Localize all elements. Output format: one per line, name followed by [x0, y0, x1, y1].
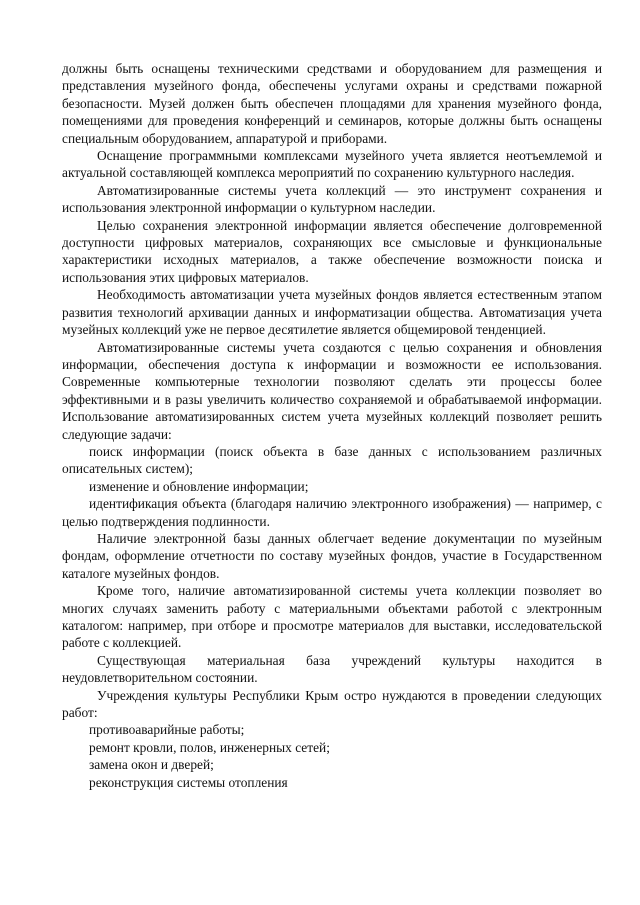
- paragraph: Необходимость автоматизации учета музейных фондов является естественным этапом развития технологий архивации данных и информатизации общества. Автоматизация учета музейных коллекций уже не первое десятилетие является общемировой тенденцией.: [62, 287, 602, 338]
- paragraph: Целью сохранения электронной информации является обеспечение долговременной доступности цифровых материалов, сохраняющих все смысловые и функциональные характеристики исходных материалов, а также обеспечение возможности поиска и использования этих цифровых материалов.: [62, 217, 602, 285]
- list-item: идентификация объекта (благодаря наличию электронного изображения) — например, с целью подтверждения подлинности.: [62, 496, 602, 529]
- paragraph: Существующая материальная база учреждений культуры находится в неудовлетворительном состоянии.: [62, 652, 602, 686]
- list-item: противоаварийные работы;: [89, 722, 245, 738]
- document-page: [62, 60, 602, 791]
- works-list: [62, 721, 602, 791]
- paragraph: должны быть оснащены техническими средствами и оборудованием для размещения и представления музейного фонда, обеспечены услугами охраны и средствами пожарной безопасности. Музей должен быть обеспечен площадями для хранения музейного фонда, помещениями для проведения конференций и семинаров, которые должны быть оснащены специальным оборудованием, аппаратурой и приборами.: [62, 61, 602, 146]
- paragraph: Автоматизированные системы учета коллекций — это инструмент сохранения и использования электронной информации о культурном наследии.: [62, 182, 602, 216]
- paragraph: Учреждения культуры Республики Крым остро нуждаются в проведении следующих работ:: [62, 687, 602, 721]
- list-item: реконструкция системы отопления: [89, 774, 288, 790]
- list-item: поиск информации (поиск объекта в базе данных с использованием различных описательных систем);: [62, 443, 602, 477]
- paragraph: Оснащение программными комплексами музейного учета является неотъемлемой и актуальной составляющей комплекса мероприятий по сохранению культурного наследия.: [62, 148, 602, 181]
- list-item: изменение и обновление информации;: [89, 478, 309, 494]
- paragraph: Наличие электронной базы данных облегчает ведение документации по музейным фондам, оформление отчетности по составу музейных фондов, участие в Государственном каталоге музейных фондов.: [62, 530, 602, 581]
- task-list: [62, 443, 602, 530]
- paragraph: Автоматизированные системы учета создаются с целью сохранения и обновления информации, обеспечения доступа к информации и возможности ее использования. Современные компьютерные технологии позволяют сделать эти процессы более эффективными и в разы увеличить количество сохраняемой и обрабатываемой информации. Использование автоматизированных систем учета музейных коллекций позволяет решить следующие задачи:: [62, 339, 602, 442]
- list-item: замена окон и дверей;: [89, 757, 214, 773]
- paragraph: Кроме того, наличие автоматизированной системы учета коллекции позволяет во многих случаях заменить работу с материальными объектами работой с электронным каталогом: например, при отборе и просмотре материалов для выставки, исследовательской работе с коллекцией.: [62, 583, 602, 651]
- list-item: ремонт кровли, полов, инженерных сетей;: [89, 739, 330, 755]
